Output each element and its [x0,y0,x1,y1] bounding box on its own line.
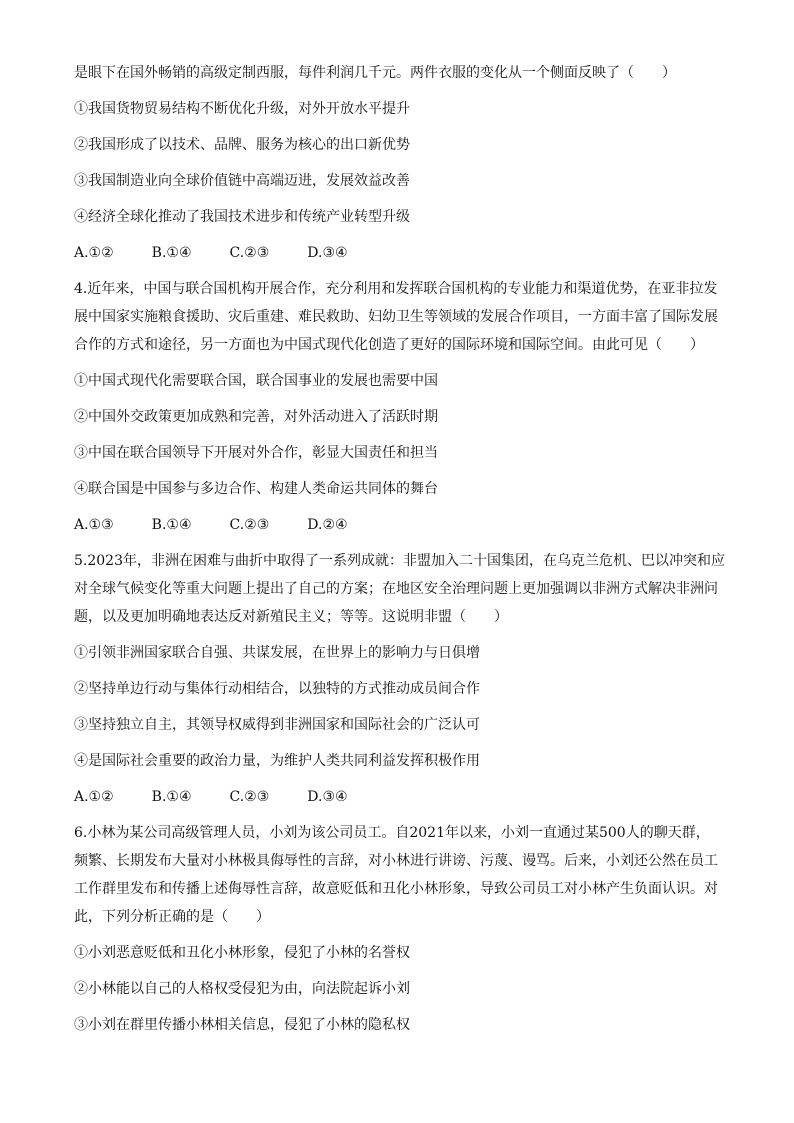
option-1: ①我国货物贸易结构不断优化升级，对外开放水平提升 [74,101,410,117]
question-stem-line: 6.小林为某公司高级管理人员，小刘为该公司员工。自2021年以来，小刘一直通过某500人的聊天群， [74,825,710,841]
option-3: ③坚持独立自主，其领导权威得到非洲国家和国际社会的广泛认可 [74,717,480,733]
question-stem-line: 工作群里发布和传播上述侮辱性言辞，故意贬低和丑化小林形象，导致公司员工对小林产生负面认识。对 [74,881,718,897]
question-stem [74,824,720,926]
question-stem [74,552,725,626]
question-stem [74,280,720,354]
answer-b: B.①④ [151,789,192,805]
option-4: ④联合国是中国参与多边合作、构建人类命运共同体的舞台 [74,481,438,497]
option-1: ①引领非洲国家联合自强、共谋发展，在世界上的影响力与日俱增 [74,645,480,661]
answer-choices [74,244,720,262]
option-2: ②中国外交政策更加成熟和完善，对外活动进入了活跃时期 [74,409,438,425]
question-stem-line: 5.2023年，非洲在困难与曲折中取得了一系列成就：非盟加入二十国集团，在乌克兰危机、巴以冲突和应 [74,553,725,569]
question-stem-line: 是眼下在国外畅销的高级定制西服，每件利润几千元。两件衣服的变化从一个侧面反映了（ ） [74,65,676,81]
question-stem-line: 4.近年来，中国与联合国机构开展合作，充分利用和发挥联合国机构的专业能力和渠道优势，在亚非拉发 [74,281,718,297]
question-stem-line: 对全球气候变化等重大问题上提出了自己的方案；在地区安全治理问题上更加强调以非洲方式解决非洲问 [74,581,718,597]
option-1: ①小刘恶意贬低和丑化小林形象，侵犯了小林的名誉权 [74,945,410,961]
option-1: ①中国式现代化需要联合国，联合国事业的发展也需要中国 [74,373,438,389]
answer-c: C.②③ [229,245,270,261]
question-stem-line: 合作的方式和途径，另一方面也为中国式现代化创造了更好的国际环境和国际空间。由此可见（ ） [74,337,704,353]
option-4: ④是国际社会重要的政治力量，为维护人类共同利益发挥积极作用 [74,753,480,769]
option-4: ④经济全球化推动了我国技术进步和传统产业转型升级 [74,209,410,225]
answer-b: B.①④ [151,245,192,261]
option-2: ②坚持单边行动与集体行动相结合，以独特的方式推动成员间合作 [74,681,480,697]
question-stem-line: 此，下列分析正确的是（ ） [74,909,270,925]
answer-c: C.②③ [229,789,270,805]
answer-choices [74,516,720,534]
question-4 [74,280,720,534]
answer-d: D.②④ [307,517,348,533]
option-2: ②小林能以自己的人格权受侵犯为由，向法院起诉小刘 [74,981,410,997]
option-3: ③我国制造业向全球价值链中高端迈进，发展效益改善 [74,173,410,189]
answer-b: B.①④ [151,517,192,533]
answer-d: D.③④ [307,245,348,261]
option-2: ②我国形成了以技术、品牌、服务为核心的出口新优势 [74,137,410,153]
answer-c: C.②③ [229,517,270,533]
answer-a: A.①③ [74,517,114,533]
option-3: ③小刘在群里传播小林相关信息，侵犯了小林的隐私权 [74,1017,410,1033]
question-stem-line: 频繁、长期发布大量对小林极具侮辱性的言辞，对小林进行讲谤、污蔑、谩骂。后来，小刘还公然在员工 [74,853,718,869]
question-3-continuation [74,64,720,262]
answer-a: A.①② [74,789,114,805]
answer-a: A.①② [74,245,114,261]
question-stem-line: 展中国家实施粮食援助、灾后重建、难民救助、妇幼卫生等领域的发展合作项目，一方面丰富了国际发展 [74,309,718,325]
option-3: ③中国在联合国领导下开展对外合作，彰显大国责任和担当 [74,445,438,461]
question-6 [74,824,720,1034]
answer-d: D.③④ [307,789,348,805]
answer-choices [74,788,720,806]
question-5 [74,552,725,806]
question-stem-line: 题，以及更加明确地表达反对新殖民主义；等等。这说明非盟（ ） [74,609,508,625]
